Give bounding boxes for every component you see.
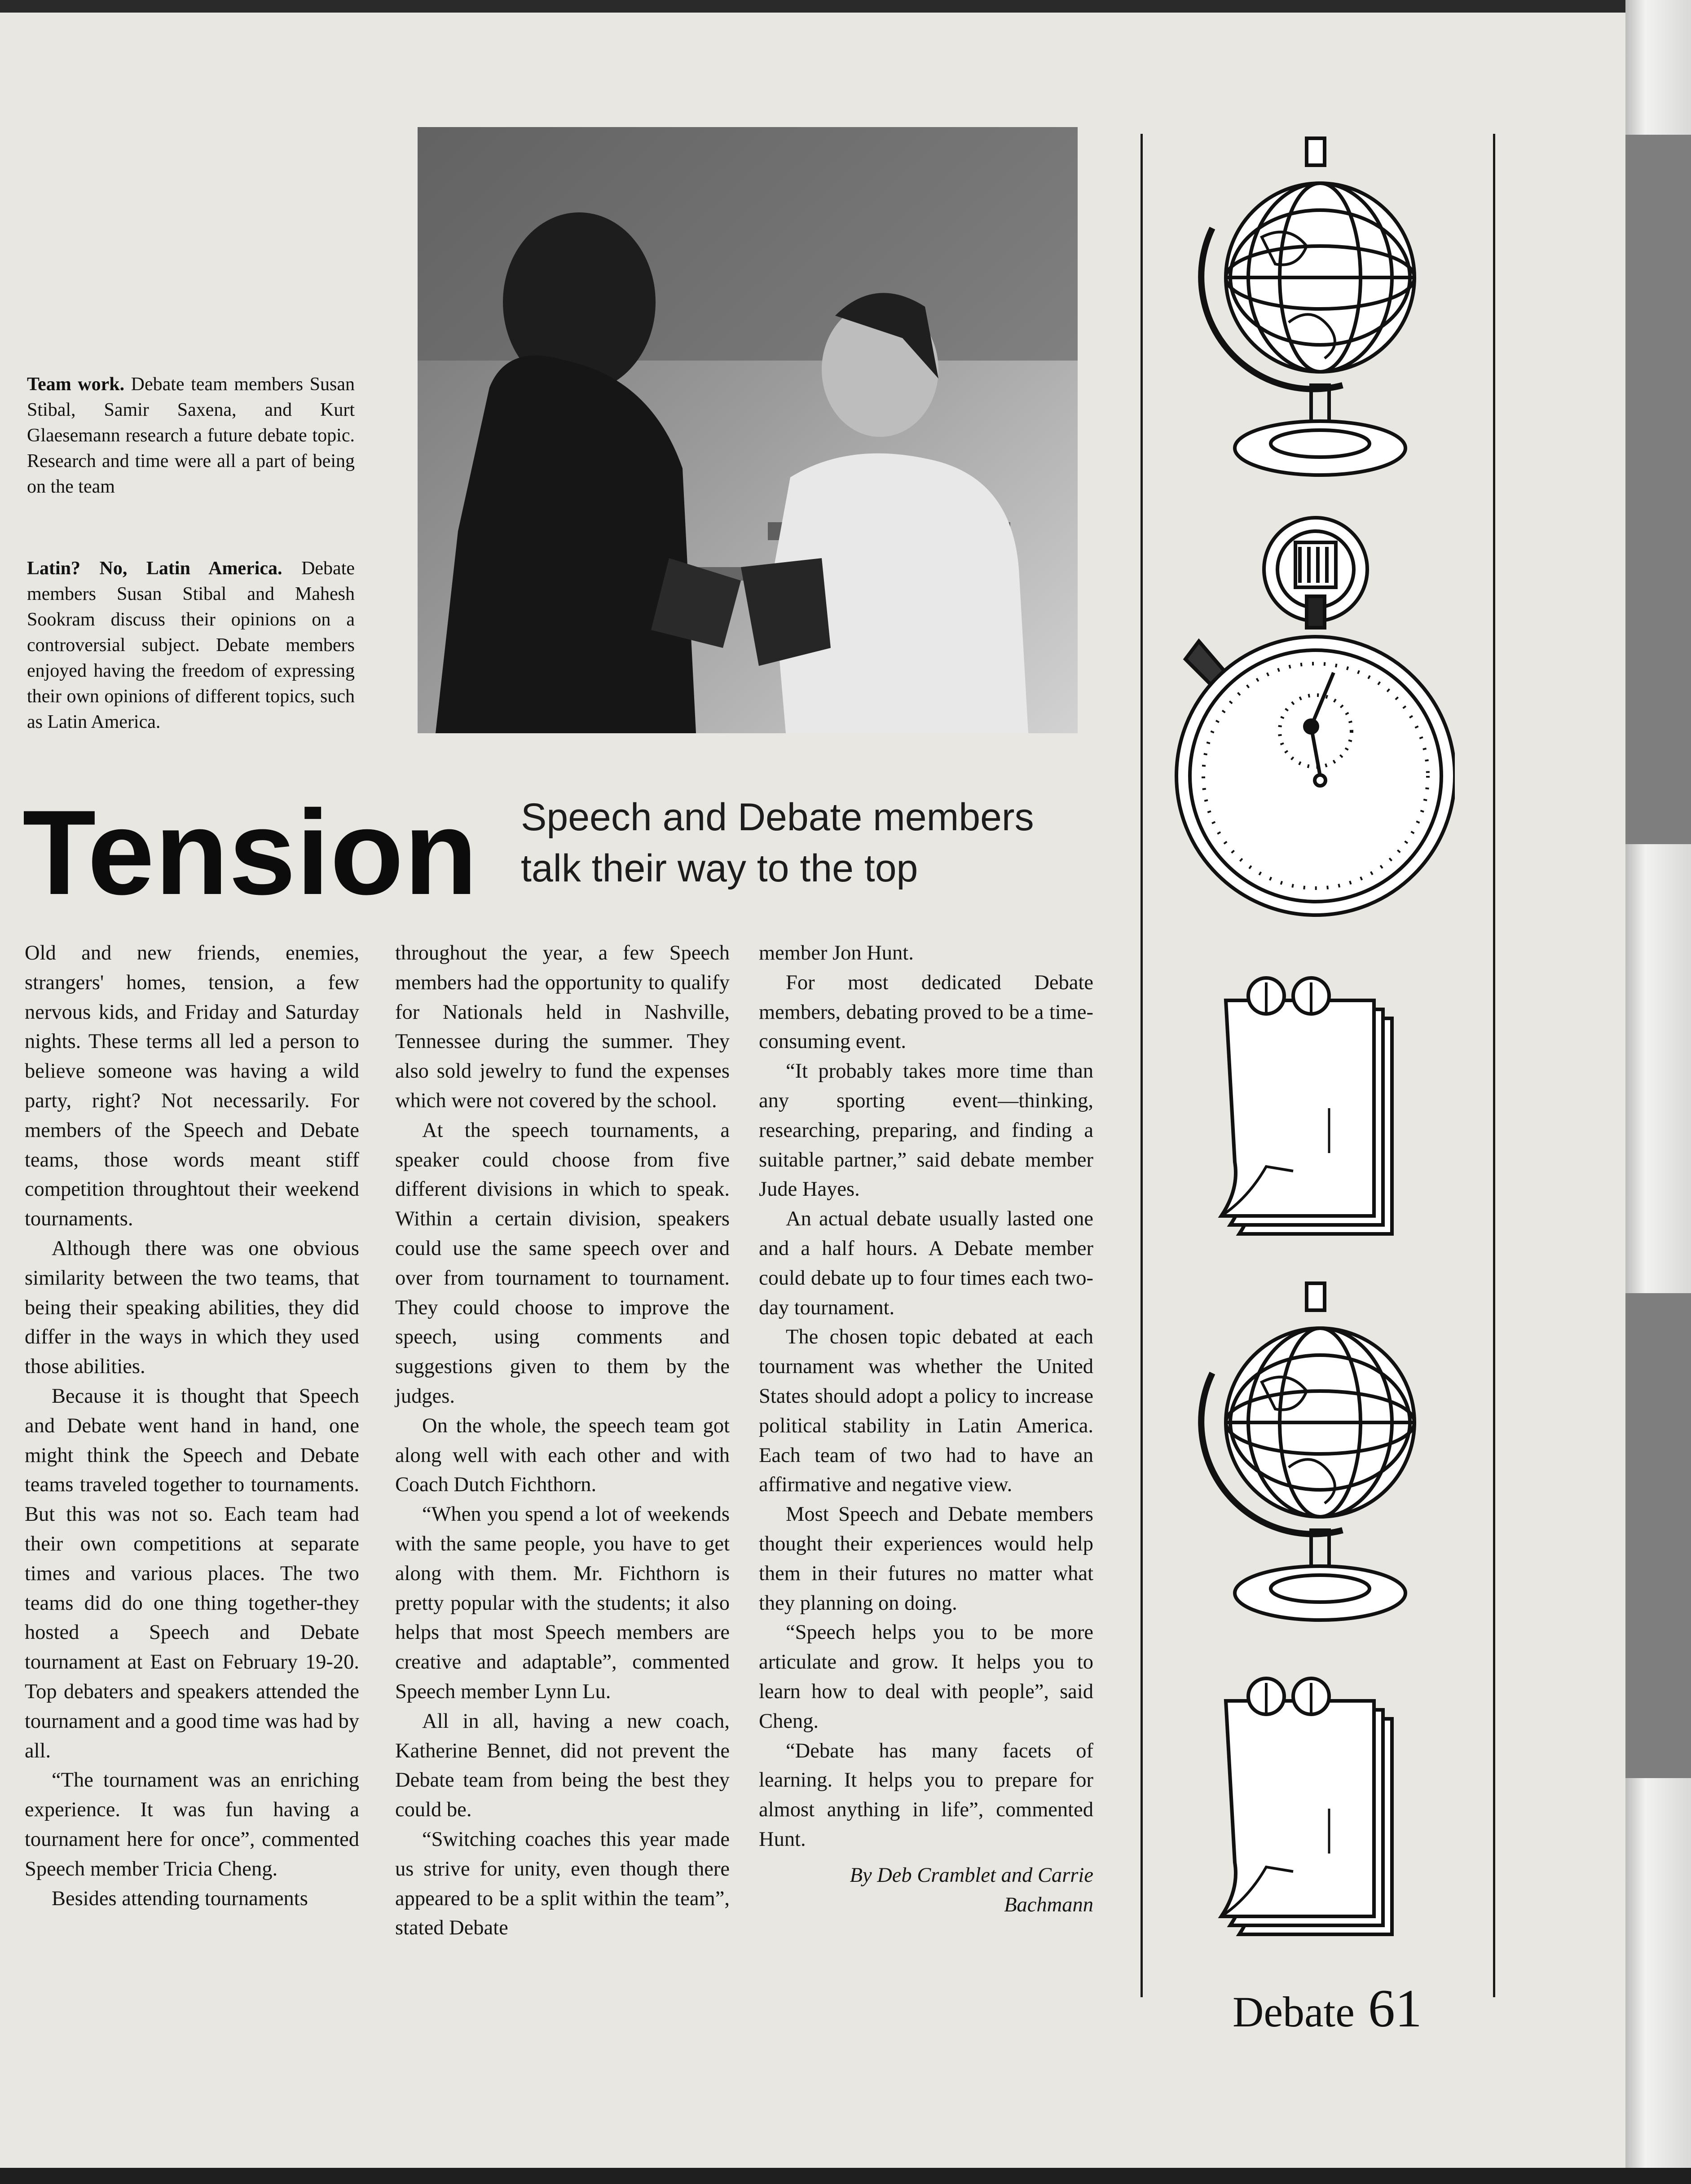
stopwatch-icon: [1172, 506, 1455, 922]
subheadline-line: talk their way to the top: [521, 847, 918, 890]
book-edge: [1625, 0, 1691, 2184]
page-number: 61: [1368, 1978, 1422, 2038]
paragraph: “Debate has many facets of learning. It helps you to prepare for almost anything in life”, commented Hunt.: [759, 1739, 1093, 1851]
photo-caption-latin-america: [27, 556, 355, 735]
paragraph: member Jon Hunt.: [759, 942, 914, 964]
subheadline-line: Speech and Debate members: [521, 796, 1034, 839]
divider-rule-left: [1141, 134, 1143, 1997]
paragraph: All in all, having a new coach, Katherine Bennet, did not prevent the Debate team from being the best they could be.: [395, 1709, 730, 1822]
headline: Tension: [22, 785, 478, 920]
subheadline: [521, 792, 1127, 894]
paragraph: Old and new friends, enemies, strangers' homes, tension, a few nervous kids, and Friday and Saturday nights. These terms all led a person to believe someone was having a wild party, right? Not necessarily. For members of the Speech and Debate teams, those words meant stiff competition throughtout their weekend tournaments.: [25, 942, 359, 1231]
paragraph: “Speech helps you to be more articulate and grow. It helps you to learn how to deal with people”, said Cheng.: [759, 1621, 1093, 1733]
edge-tab: [1625, 1293, 1691, 1778]
paragraph: For most dedicated Debate members, debating proved to be a time-consuming event.: [759, 971, 1093, 1053]
paragraph: “When you spend a lot of weekends with the same people, you have to get along with them. Mr. Fichthorn is pretty popular with the students; it also helps that most Speech members are creative and adaptable”, commented Speech member Lynn Lu.: [395, 1503, 730, 1703]
paragraph: An actual debate usually lasted one and a half hours. A Debate member could debate up to four times each two-day tournament.: [759, 1207, 1093, 1319]
globe-icon: [1194, 134, 1446, 491]
folio-section: Debate: [1233, 1988, 1355, 2036]
paragraph: The chosen topic debated at each tournament was whether the United States should adopt a policy to increase political stability in Latin America. Each team of two had to have an affirmative and negative view.: [759, 1325, 1093, 1497]
notepad-icon: [1212, 964, 1405, 1259]
article-column-1: [25, 938, 359, 1913]
debate-team-photo: [418, 127, 1078, 733]
caption-text: Debate members Susan Stibal and Mahesh Sookram discuss their opinions on a controversial subject. Debate members enjoyed having the freedom of expressing their own opinions of different topics, such as Latin America.: [27, 558, 355, 732]
scan-border: [0, 2168, 1691, 2184]
article-column-2: [395, 938, 730, 1943]
caption-title: Team work.: [27, 374, 125, 395]
paragraph: On the whole, the speech team got along well with each other and with Coach Dutch Fichthorn.: [395, 1414, 730, 1497]
globe-icon: [1194, 1279, 1446, 1636]
paragraph: “The tournament was an enriching experience. It was fun having a tournament here for once”, commented Speech member Tricia Cheng.: [25, 1769, 359, 1880]
paragraph: “Switching coaches this year made us strive for unity, even though there appeared to be a split within the team”, stated Debate: [395, 1827, 730, 1940]
notepad-icon: [1212, 1665, 1405, 1959]
caption-text: Debate team members Susan Stibal, Samir Saxena, and Kurt Glaesemann research a future debate topic. Research and time were all a part of being on the team: [27, 374, 355, 497]
edge-tab: [1625, 135, 1691, 844]
paragraph: Most Speech and Debate members thought their experiences would help them in their futures no matter what they planning on doing.: [759, 1503, 1093, 1615]
paragraph: Although there was one obvious similarity between the two teams, that being their speaking abilities, they did differ in the ways in which they used those abilities.: [25, 1237, 359, 1378]
divider-rule-right: [1493, 134, 1495, 1997]
paragraph: throughout the year, a few Speech members had the opportunity to qualify for Nationals held in Nashville, Tennessee during the summer. They also sold jewelry to fund the expenses which were not covered by the school.: [395, 942, 730, 1112]
article-column-3: [759, 938, 1093, 1920]
paragraph: At the speech tournaments, a speaker could choose from five different divisions in which to speak. Within a certain division, speakers could use the same speech over and over from tournament to tournament. They could choose to improve the speech, using comments and suggestions given to them by the judges.: [395, 1118, 730, 1408]
paragraph: Because it is thought that Speech and Debate went hand in hand, one might think the Speech and Debate teams traveled together to tournaments. But this was not so. Each team had their own competitions at separate times and various places. The two teams did do one thing together-they hosted a Speech and Debate tournament at East on February 19-20. Top debaters and speakers attended the tournament and a good time was had by all.: [25, 1384, 359, 1762]
page-folio: [1233, 1978, 1422, 2038]
byline: By Deb Cramblet and Carrie Bachmann: [850, 1863, 1093, 1916]
caption-title: Latin? No, Latin America.: [27, 558, 282, 579]
yearbook-page: [0, 13, 1625, 2168]
paragraph: Besides attending tournaments: [52, 1887, 308, 1910]
photo-caption-team-work: [27, 372, 355, 500]
paragraph: “It probably takes more time than any sporting event—thinking, researching, preparing, and finding a suitable partner,” said debate member Jude Hayes.: [759, 1060, 1093, 1201]
